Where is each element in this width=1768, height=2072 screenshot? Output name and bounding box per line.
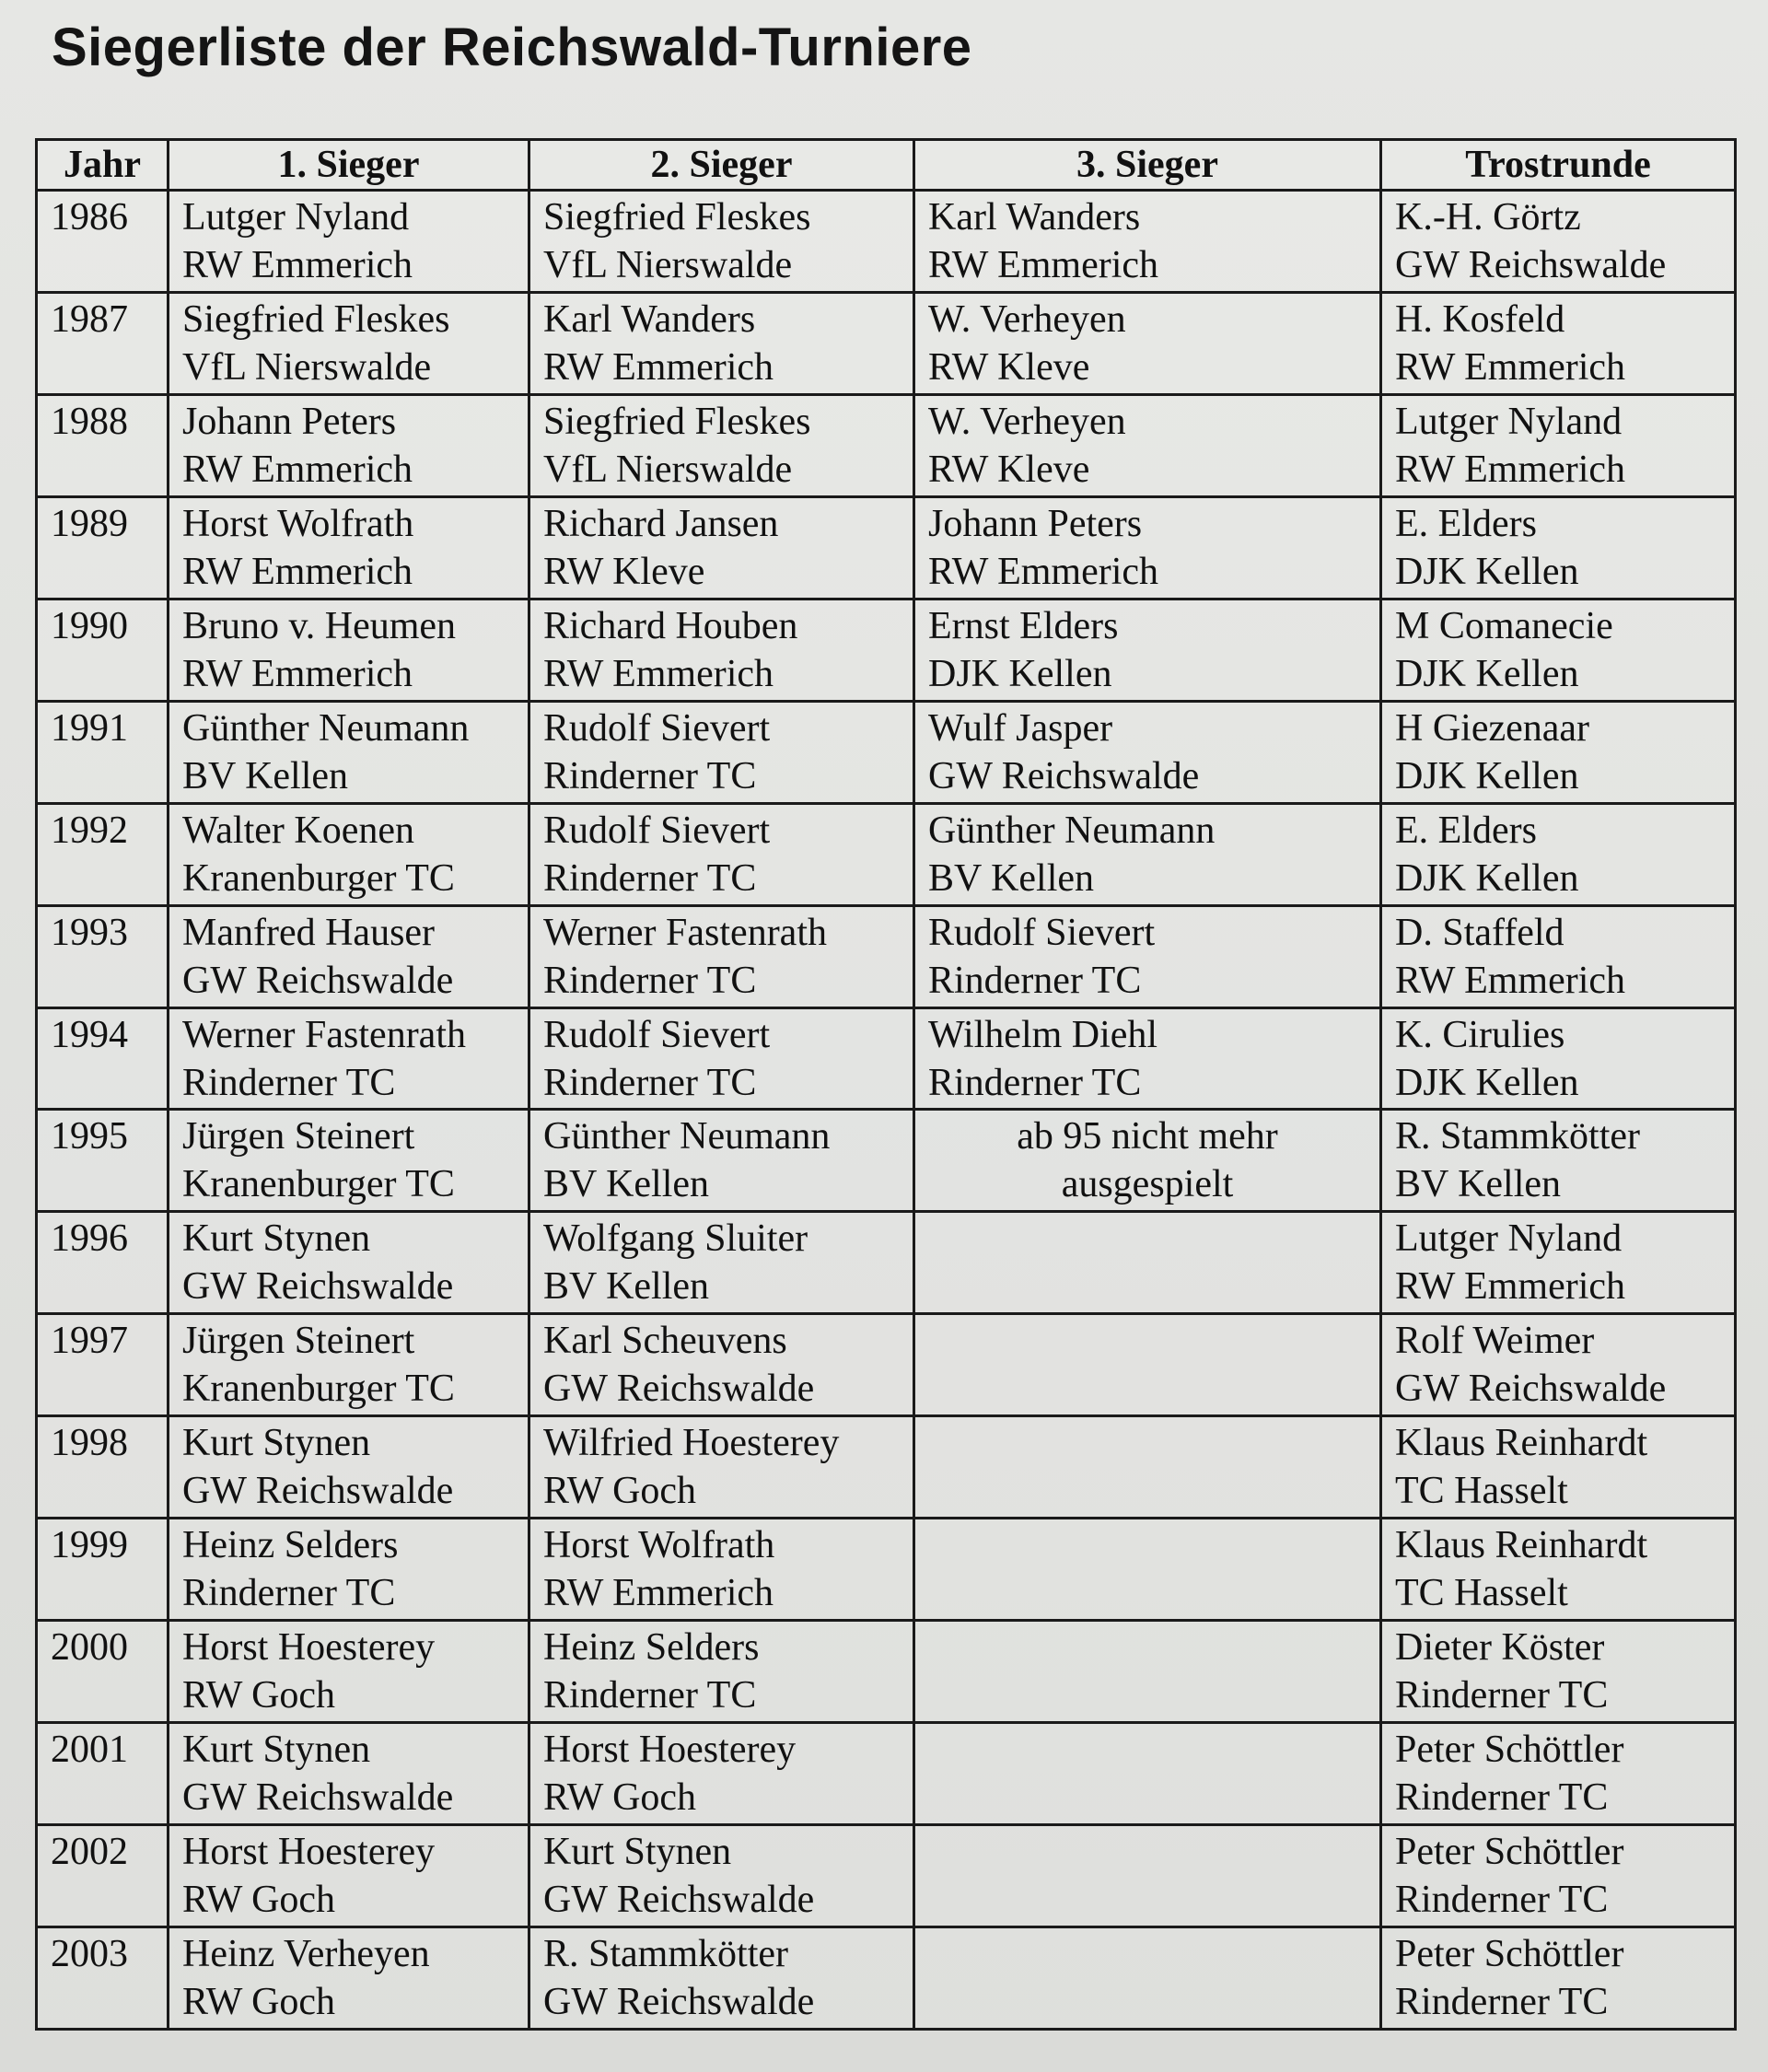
club-name: Rinderner TC <box>1395 1674 1609 1717</box>
cell-third-winner <box>914 803 1381 905</box>
club-name: DJK Kellen <box>1395 1061 1579 1104</box>
cell-third-winner <box>914 1723 1381 1825</box>
cell-second-winner <box>529 803 914 905</box>
cell-first-winner <box>169 1110 529 1212</box>
cell-second-winner <box>529 292 914 394</box>
club-name: GW Reichswalde <box>182 1265 454 1309</box>
cell-consolation <box>1381 1314 1736 1416</box>
player-name: Rolf Weimer <box>1395 1320 1595 1363</box>
cell-first-winner <box>169 1723 529 1825</box>
club-name: RW Emmerich <box>182 550 413 593</box>
player-name: Werner Fastenrath <box>543 911 827 954</box>
cell-first-winner <box>169 599 529 701</box>
club-name: RW Emmerich <box>543 652 774 695</box>
club-name: RW Emmerich <box>1395 448 1626 491</box>
player-name: Peter Schöttler <box>1395 1831 1624 1873</box>
player-name: Siegfried Fleskes <box>182 297 450 341</box>
player-name: Manfred Hauser <box>182 911 436 954</box>
header-row <box>37 140 1736 191</box>
club-name: VfL Nierswalde <box>543 448 793 491</box>
player-name: Wilhelm Diehl <box>928 1013 1158 1056</box>
player-name: Dieter Köster <box>1395 1626 1605 1670</box>
table-row <box>37 1212 1736 1314</box>
cell-first-winner <box>169 905 529 1007</box>
player-name: Horst Wolfrath <box>543 1524 775 1567</box>
club-name: Rinderner TC <box>928 1061 1142 1104</box>
cell-third-winner <box>914 1621 1381 1723</box>
club-name: RW Goch <box>543 1470 697 1513</box>
cell-year: 1999 <box>37 1519 169 1621</box>
player-name: Lutger Nyland <box>1395 400 1623 443</box>
cell-second-winner <box>529 1212 914 1314</box>
club-name: Rinderner TC <box>543 1061 757 1104</box>
club-name: GW Reichswalde <box>1395 1368 1667 1411</box>
club-name: RW Goch <box>543 1776 697 1820</box>
club-name: GW Reichswalde <box>543 1368 815 1411</box>
player-name: Ernst Elders <box>928 604 1119 647</box>
cell-first-winner <box>169 1825 529 1927</box>
club-name: TC Hasselt <box>1395 1470 1568 1513</box>
club-name: RW Emmerich <box>928 550 1159 593</box>
player-name: Rudolf Sievert <box>543 809 771 852</box>
club-name: GW Reichswalde <box>1395 244 1667 286</box>
club-name: GW Reichswalde <box>543 1879 815 1921</box>
cell-second-winner <box>529 1314 914 1416</box>
club-name: Rinderner TC <box>543 1674 757 1717</box>
club-name: Rinderner TC <box>543 959 757 1002</box>
club-name: RW Kleve <box>543 550 705 593</box>
club-name: BV Kellen <box>543 1163 710 1206</box>
player-name: Lutger Nyland <box>182 196 410 239</box>
club-name: RW Emmerich <box>543 345 774 389</box>
player-name: Walter Koenen <box>182 809 414 852</box>
player-name: Peter Schöttler <box>1395 1932 1624 1975</box>
player-name: Johann Peters <box>928 502 1143 545</box>
cell-consolation <box>1381 1825 1736 1927</box>
table-row <box>37 803 1736 905</box>
cell-second-winner <box>529 394 914 496</box>
player-name: M Comanecie <box>1395 604 1613 647</box>
club-name: RW Goch <box>182 1674 336 1717</box>
cell-second-winner <box>529 1110 914 1212</box>
player-name: Wulf Jasper <box>928 706 1113 750</box>
cell-second-winner <box>529 701 914 803</box>
player-name: Kurt Stynen <box>182 1422 371 1465</box>
club-name: BV Kellen <box>1395 1163 1562 1206</box>
player-name: Karl Scheuvens <box>543 1320 787 1363</box>
table-row <box>37 1926 1736 2029</box>
club-name: Rinderner TC <box>543 754 757 797</box>
table-row <box>37 1110 1736 1212</box>
cell-second-winner <box>529 1825 914 1927</box>
club-name: DJK Kellen <box>928 652 1112 695</box>
club-name: RW Emmerich <box>182 652 413 695</box>
player-name: Heinz Selders <box>182 1524 399 1567</box>
player-name: K. Cirulies <box>1395 1013 1565 1056</box>
player-name: E. Elders <box>1395 502 1537 545</box>
player-name: Horst Hoesterey <box>182 1626 436 1670</box>
player-name: Wolfgang Sluiter <box>543 1217 808 1261</box>
club-name: RW Emmerich <box>182 244 413 286</box>
club-name: RW Emmerich <box>1395 1265 1626 1309</box>
note-line: ausgespielt <box>1061 1163 1234 1206</box>
player-name: Kurt Stynen <box>182 1217 371 1261</box>
club-name: GW Reichswalde <box>928 754 1200 797</box>
club-name: VfL Nierswalde <box>182 345 432 389</box>
club-name: Kranenburger TC <box>182 1163 455 1206</box>
club-name: Rinderner TC <box>1395 1980 1609 2023</box>
cell-third-winner <box>914 1519 1381 1621</box>
cell-second-winner <box>529 1416 914 1519</box>
player-name: K.-H. Görtz <box>1395 196 1581 239</box>
cell-first-winner <box>169 1314 529 1416</box>
club-name: Kranenburger TC <box>182 1368 455 1411</box>
cell-second-winner <box>529 905 914 1007</box>
club-name: Kranenburger TC <box>182 856 455 900</box>
cell-first-winner <box>169 1416 529 1519</box>
club-name: GW Reichswalde <box>543 1980 815 2023</box>
player-name: Karl Wanders <box>928 196 1141 239</box>
cell-third-winner <box>914 599 1381 701</box>
club-name: DJK Kellen <box>1395 652 1579 695</box>
player-name: Karl Wanders <box>543 297 756 341</box>
cell-third-winner <box>914 191 1381 293</box>
club-name: BV Kellen <box>928 856 1095 900</box>
cell-third-winner <box>914 292 1381 394</box>
club-name: GW Reichswalde <box>182 1776 454 1820</box>
player-name: Richard Houben <box>543 604 798 647</box>
cell-first-winner <box>169 1007 529 1110</box>
club-name: RW Emmerich <box>928 244 1159 286</box>
club-name: DJK Kellen <box>1395 550 1579 593</box>
cell-first-winner <box>169 394 529 496</box>
cell-year: 1998 <box>37 1416 169 1519</box>
cell-consolation <box>1381 292 1736 394</box>
club-name: DJK Kellen <box>1395 754 1579 797</box>
club-name: VfL Nierswalde <box>543 244 793 286</box>
table-row <box>37 905 1736 1007</box>
cell-second-winner <box>529 496 914 599</box>
player-name: Johann Peters <box>182 400 397 443</box>
cell-consolation <box>1381 1110 1736 1212</box>
club-name: RW Kleve <box>928 448 1090 491</box>
player-name: Günther Neumann <box>928 809 1216 852</box>
player-name: Horst Hoesterey <box>182 1831 436 1873</box>
cell-year: 1990 <box>37 599 169 701</box>
club-name: RW Goch <box>182 1879 336 1921</box>
cell-second-winner <box>529 1723 914 1825</box>
player-name: Günther Neumann <box>182 706 470 750</box>
cell-third-winner <box>914 1926 1381 2029</box>
player-name: H. Kosfeld <box>1395 297 1565 341</box>
cell-consolation <box>1381 599 1736 701</box>
table-row <box>37 1314 1736 1416</box>
cell-year: 2002 <box>37 1825 169 1927</box>
player-name: Jürgen Steinert <box>182 1115 415 1158</box>
player-name: R. Stammkötter <box>543 1932 788 1975</box>
header-first-winner: 1. Sieger <box>169 140 529 191</box>
cell-consolation <box>1381 394 1736 496</box>
table-header <box>37 140 1736 191</box>
club-name: Rinderner TC <box>928 959 1142 1002</box>
cell-third-winner <box>914 1416 1381 1519</box>
cell-third-winner <box>914 1212 1381 1314</box>
winners-table <box>35 138 1737 2031</box>
club-name: Rinderner TC <box>182 1572 396 1615</box>
cell-first-winner <box>169 701 529 803</box>
player-name: Klaus Reinhardt <box>1395 1422 1648 1465</box>
cell-first-winner <box>169 191 529 293</box>
player-name: Wilfried Hoesterey <box>543 1422 840 1465</box>
player-name: E. Elders <box>1395 809 1537 852</box>
player-name: Klaus Reinhardt <box>1395 1524 1648 1567</box>
cell-year: 1988 <box>37 394 169 496</box>
cell-third-winner <box>914 1314 1381 1416</box>
player-name: Heinz Selders <box>543 1626 760 1670</box>
cell-consolation <box>1381 1416 1736 1519</box>
table-row <box>37 701 1736 803</box>
player-name: Werner Fastenrath <box>182 1013 466 1056</box>
cell-first-winner <box>169 1212 529 1314</box>
cell-consolation <box>1381 1926 1736 2029</box>
cell-second-winner <box>529 1621 914 1723</box>
header-third-winner: 3. Sieger <box>914 140 1381 191</box>
header-second-winner: 2. Sieger <box>529 140 914 191</box>
player-name: Günther Neumann <box>543 1115 831 1158</box>
cell-consolation <box>1381 1519 1736 1621</box>
note-line: ab 95 nicht mehr <box>1017 1115 1278 1158</box>
player-name: Jürgen Steinert <box>182 1320 415 1363</box>
club-name: RW Emmerich <box>1395 959 1626 1002</box>
cell-year: 2003 <box>37 1926 169 2029</box>
cell-third-winner <box>914 394 1381 496</box>
club-name: RW Emmerich <box>182 448 413 491</box>
player-name: Kurt Stynen <box>543 1831 732 1873</box>
club-name: BV Kellen <box>543 1265 710 1309</box>
table-row <box>37 1825 1736 1927</box>
cell-third-winner <box>914 1825 1381 1927</box>
cell-second-winner <box>529 1926 914 2029</box>
club-name: RW Kleve <box>928 345 1090 389</box>
cell-first-winner <box>169 1621 529 1723</box>
club-name: Rinderner TC <box>182 1061 396 1104</box>
club-name: BV Kellen <box>182 754 349 797</box>
player-name: Siegfried Fleskes <box>543 400 811 443</box>
club-name: GW Reichswalde <box>182 959 454 1002</box>
cell-first-winner <box>169 1926 529 2029</box>
cell-first-winner <box>169 292 529 394</box>
player-name: Rudolf Sievert <box>928 911 1156 954</box>
club-name: Rinderner TC <box>1395 1879 1609 1921</box>
cell-consolation <box>1381 701 1736 803</box>
player-name: Peter Schöttler <box>1395 1729 1624 1772</box>
player-name: W. Verheyen <box>928 400 1126 443</box>
player-name: Bruno v. Heumen <box>182 604 457 647</box>
cell-consolation <box>1381 1621 1736 1723</box>
header-consolation: Trostrunde <box>1381 140 1736 191</box>
cell-consolation <box>1381 1007 1736 1110</box>
table-row <box>37 496 1736 599</box>
table-row <box>37 292 1736 394</box>
player-name: W. Verheyen <box>928 297 1126 341</box>
cell-year: 1995 <box>37 1110 169 1212</box>
table-row <box>37 599 1736 701</box>
cell-first-winner <box>169 496 529 599</box>
player-name: Kurt Stynen <box>182 1729 371 1772</box>
table-row <box>37 1416 1736 1519</box>
player-name: Rudolf Sievert <box>543 706 771 750</box>
cell-year: 1994 <box>37 1007 169 1110</box>
cell-year: 2000 <box>37 1621 169 1723</box>
player-name: Richard Jansen <box>543 502 779 545</box>
cell-third-winner <box>914 905 1381 1007</box>
player-name: Heinz Verheyen <box>182 1932 430 1975</box>
player-name: R. Stammkötter <box>1395 1115 1640 1158</box>
cell-consolation <box>1381 1723 1736 1825</box>
player-name: D. Staffeld <box>1395 911 1564 954</box>
table-row <box>37 1621 1736 1723</box>
cell-third-winner <box>914 1007 1381 1110</box>
cell-second-winner <box>529 191 914 293</box>
cell-year: 1996 <box>37 1212 169 1314</box>
cell-third-winner <box>914 701 1381 803</box>
cell-second-winner <box>529 1519 914 1621</box>
club-name: RW Emmerich <box>1395 345 1626 389</box>
cell-third-winner <box>914 1110 1381 1212</box>
club-name: RW Emmerich <box>543 1572 774 1615</box>
cell-consolation <box>1381 803 1736 905</box>
club-name: RW Goch <box>182 1980 336 2023</box>
player-name: Rudolf Sievert <box>543 1013 771 1056</box>
player-name: Horst Hoesterey <box>543 1729 797 1772</box>
cell-year: 2001 <box>37 1723 169 1825</box>
table-row <box>37 191 1736 293</box>
table-row <box>37 394 1736 496</box>
header-year: Jahr <box>37 140 169 191</box>
cell-year: 1991 <box>37 701 169 803</box>
cell-first-winner <box>169 803 529 905</box>
club-name: GW Reichswalde <box>182 1470 454 1513</box>
cell-year: 1986 <box>37 191 169 293</box>
cell-second-winner <box>529 1007 914 1110</box>
table-row <box>37 1723 1736 1825</box>
cell-year: 1987 <box>37 292 169 394</box>
page-title: Siegerliste der Reichswald-Turniere <box>52 17 972 77</box>
club-name: Rinderner TC <box>543 856 757 900</box>
cell-year: 1992 <box>37 803 169 905</box>
cell-first-winner <box>169 1519 529 1621</box>
table-row <box>37 1007 1736 1110</box>
club-name: DJK Kellen <box>1395 856 1579 900</box>
player-name: Lutger Nyland <box>1395 1217 1623 1261</box>
cell-second-winner <box>529 599 914 701</box>
player-name: Siegfried Fleskes <box>543 196 811 239</box>
cell-consolation <box>1381 905 1736 1007</box>
club-name: Rinderner TC <box>1395 1776 1609 1820</box>
cell-third-winner <box>914 496 1381 599</box>
cell-year: 1993 <box>37 905 169 1007</box>
table-row <box>37 1519 1736 1621</box>
player-name: Horst Wolfrath <box>182 502 414 545</box>
cell-year: 1989 <box>37 496 169 599</box>
cell-consolation <box>1381 191 1736 293</box>
table-body <box>37 191 1736 2030</box>
cell-consolation <box>1381 1212 1736 1314</box>
cell-year: 1997 <box>37 1314 169 1416</box>
club-name: TC Hasselt <box>1395 1572 1568 1615</box>
player-name: H Giezenaar <box>1395 706 1590 750</box>
cell-consolation <box>1381 496 1736 599</box>
